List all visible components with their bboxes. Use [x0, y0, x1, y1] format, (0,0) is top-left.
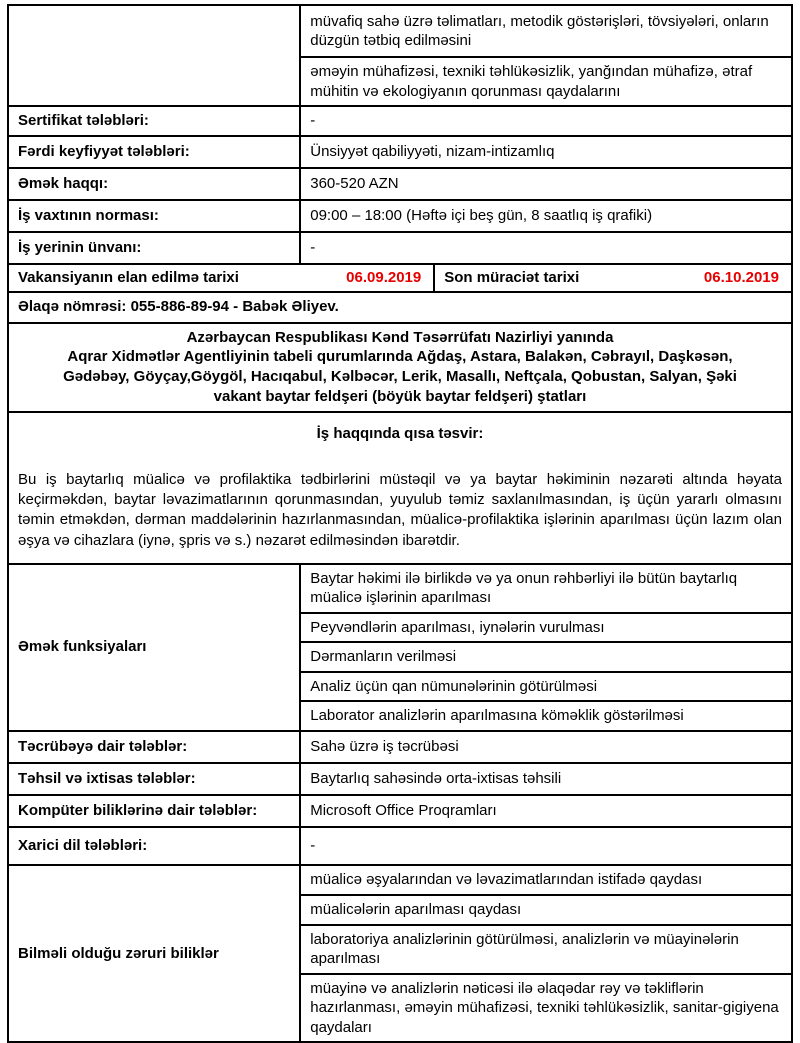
dates-row	[8, 264, 792, 292]
row-value: -	[300, 827, 792, 865]
row-value: Sahə üzrə iş təcrübəsi	[300, 731, 792, 763]
function-item: Dərmanların verilməsi	[300, 642, 792, 672]
function-item: Peyvəndlərin aparılması, iynələrin vurulması	[300, 613, 792, 643]
row-value: -	[300, 232, 792, 264]
knowledge-item: laboratoriya analizlərinin götürülməsi, analizlərin və müayinələrin aparılması	[300, 925, 792, 974]
vacancy-title-line: vakant baytar feldşeri (böyük baytar feldşeri) ştatları	[213, 387, 587, 405]
row-label: Təcrübəyə dair tələblər:	[8, 731, 300, 763]
function-item: Laborator analizlərin aparılmasına köməklik göstərilməsi	[300, 701, 792, 731]
knowledge-item: müalicələrin aparılması qaydası	[300, 895, 792, 925]
table-row	[8, 564, 792, 613]
carryover-label-cell	[8, 5, 300, 106]
deadline-date-cell	[434, 264, 792, 292]
knowledge-item: müalicə əşyalarından və ləvazimatlarından istifadə qaydası	[300, 865, 792, 895]
row-label: Xarici dil tələbləri:	[8, 827, 300, 865]
table-row	[8, 200, 792, 232]
deadline-date-label: Son müraciət tarixi	[444, 269, 580, 286]
vacancy-title	[8, 323, 792, 412]
function-item: Baytar həkimi ilə birlikdə və ya onun rəhbərliyi ilə bütün baytarlıq müalicə işlərinin aparılması	[300, 564, 792, 613]
row-label: Təhsil və ixtisas tələblər:	[8, 763, 300, 795]
row-label: İş yerinin ünvanı:	[8, 232, 300, 264]
row-value: 360-520 AZN	[300, 168, 792, 200]
row-value: Baytarlıq sahəsində orta-ixtisas təhsili	[300, 763, 792, 795]
table-row	[8, 763, 792, 795]
row-label: Kompüter biliklərinə dair tələblər:	[8, 795, 300, 827]
row-value: 09:00 – 18:00 (Həftə içi beş gün, 8 saatlıq iş qrafiki)	[300, 200, 792, 232]
table-row	[8, 5, 792, 57]
deadline-date-value: 06.10.2019	[703, 269, 779, 286]
description-body: Bu iş baytarlıq müalicə və profilaktika tədbirlərini müstəqil və ya baytar həkiminin nəzarəti altında həyata keçirməkdən, baytar ləvazimatlarının qorunmasından, yuyulub təmiz saxlanılmasından, iş üçün yararlı olmasını təmin etməkdən, dərman maddələrinin hazırlanmasından, müalicə-profilaktika işlərinin aparılması üçün lazım olan əşya və cihazlara (iynə, şpris və s.) nəzarət edilməsindən ibarətdir.	[18, 470, 782, 549]
table-row	[8, 136, 792, 168]
announce-date-value: 06.09.2019	[346, 269, 422, 286]
knowledge-item: müayinə və analizlərin nəticəsi ilə əlaqədar rəy və təkliflərin hazırlanması, əməyin mühafizəsi, texniki təhlükəsizlik, sanitar-gigiyena qaydaları	[300, 974, 792, 1043]
announce-date-cell	[8, 264, 434, 292]
table-row	[8, 106, 792, 136]
row-label: Fərdi keyfiyyət tələbləri:	[8, 136, 300, 168]
announce-date-label: Vakansiyanın elan edilmə tarixi	[18, 269, 239, 286]
contact-info: Əlaqə nömrəsi: 055-886-89-94 - Babək Əliyev.	[8, 292, 792, 323]
row-label: İş vaxtının norması:	[8, 200, 300, 232]
row-value: Microsoft Office Proqramları	[300, 795, 792, 827]
description-row	[8, 412, 792, 564]
table-row	[8, 168, 792, 200]
row-label: Sertifikat tələbləri:	[8, 106, 300, 136]
table-row	[8, 865, 792, 895]
table-row	[8, 731, 792, 763]
vacancy-title-line: Gədəbəy, Göyçay,Göygöl, Hacıqabul, Kəlbəcər, Lerik, Masallı, Neftçala, Qobustan, Salyan, Şəki	[63, 368, 737, 386]
vacancy-title-line: Azərbaycan Respublikası Kənd Təsərrüfatı Nazirliyi yanında	[186, 328, 614, 346]
contact-row	[8, 292, 792, 323]
knowledge-label: Bilməli olduğu zəruri biliklər	[8, 865, 300, 1043]
vacancy-title-line: Aqrar Xidmətlər Agentliyinin tabeli qurumlarında Ağdaş, Astara, Balakən, Cəbrayıl, Daşkəsən,	[67, 348, 733, 366]
description-heading: İş haqqında qısa təsvir:	[316, 425, 484, 443]
title-row	[8, 323, 792, 412]
carryover-item: müvafiq sahə üzrə təlimatları, metodik göstərişləri, tövsiyələri, onların düzgün tətbiq edilməsini	[300, 5, 792, 57]
description-cell	[8, 412, 792, 564]
row-label: Əmək haqqı:	[8, 168, 300, 200]
table-row	[8, 827, 792, 865]
table-row	[8, 795, 792, 827]
carryover-item: əməyin mühafizəsi, texniki təhlükəsizlik, yanğından mühafizə, ətraf mühitin və ekologiyanın qorunması qaydalarını	[300, 57, 792, 106]
vacancy-table	[7, 4, 793, 1043]
row-value: -	[300, 106, 792, 136]
function-item: Analiz üçün qan nümunələrinin götürülməsi	[300, 672, 792, 702]
functions-label: Əmək funksiyaları	[8, 564, 300, 731]
row-value: Ünsiyyət qabiliyyəti, nizam-intizamlıq	[300, 136, 792, 168]
table-row	[8, 232, 792, 264]
